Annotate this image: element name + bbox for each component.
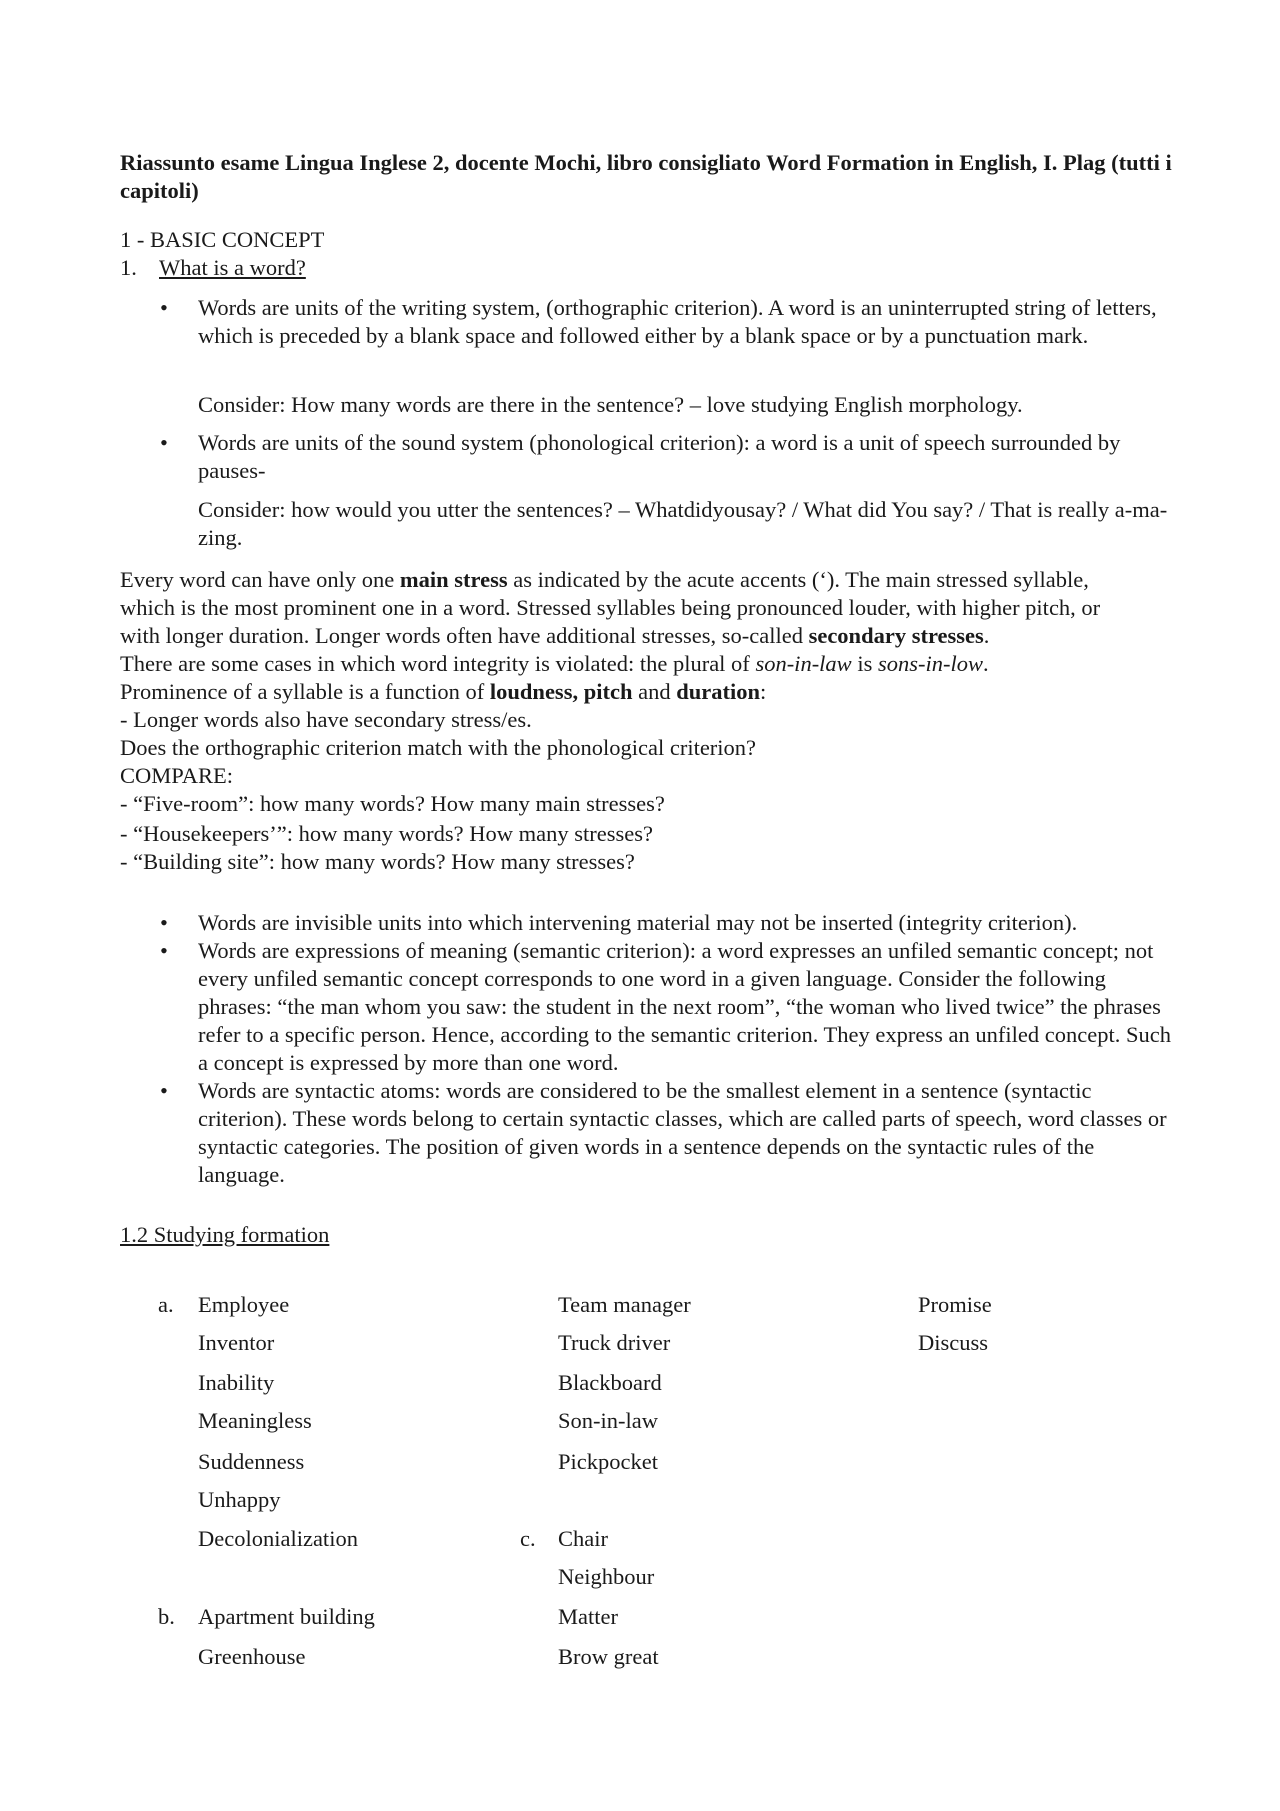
list-label-a: a. <box>158 1292 174 1317</box>
bold-text: secondary stresses <box>808 623 984 648</box>
text: with longer duration. Longer words often have additional stresses, so-called <box>120 623 809 648</box>
paragraph-line <box>120 566 1089 594</box>
bullet-icon: • <box>160 295 168 320</box>
text: is <box>851 651 878 676</box>
text: Every word can have only one <box>120 567 400 592</box>
bullet-syntactic: Words are syntactic atoms: words are considered to be the smallest element in a sentence (syntactic criterion). These words belong to certain syntactic classes, which are called parts of speech, word classes or syntactic categories. The position of given words in a sentence depends on the syntactic rules of the language. <box>198 1078 1167 1187</box>
bullet-icon: • <box>160 1078 168 1103</box>
bullet-icon: • <box>160 430 168 455</box>
bullet-orthographic: Words are units of the writing system, (orthographic criterion). A word is an uninterrupted string of letters, which is preceded by a blank space and followed either by a blank space or by a punctuation mark. <box>198 295 1157 348</box>
paragraph-line: - “Five-room”: how many words? How many main stresses? <box>120 791 665 816</box>
table-cell: Meaningless <box>198 1408 312 1433</box>
table-cell: Inability <box>198 1370 275 1395</box>
table-cell: Greenhouse <box>198 1644 306 1669</box>
consider-orthographic: Consider: How many words are there in the sentence? – love studying English morphology. <box>198 392 1023 417</box>
bullet-phonological: Words are units of the sound system (phonological criterion): a word is a unit of speech surrounded by pauses- <box>198 430 1121 483</box>
paragraph-line: Does the orthographic criterion match with the phonological criterion? <box>120 735 757 760</box>
text: Prominence of a syllable is a function of <box>120 679 490 704</box>
text: : <box>760 679 767 704</box>
table-cell: Apartment building <box>198 1604 375 1629</box>
text: . <box>982 651 989 676</box>
bullet-semantic: Words are expressions of meaning (semantic criterion): a word expresses an unfiled semantic concept; not every unfiled semantic concept corresponds to one word in a given language. Consider the following phrases: “the man whom you saw: the student in the next room”, “the woman who lived twice” the phrases refer to a specific person. Hence, according to the semantic criterion. They express an unfiled concept. Such a concept is expressed by more than one word. <box>198 938 1171 1075</box>
bold-text: main stress <box>399 567 508 592</box>
paragraph-line: which is the most prominent one in a word. Stressed syllables being pronounced louder, with higher pitch, or <box>120 595 1101 620</box>
table-cell: Neighbour <box>558 1564 655 1589</box>
bold-text: loudness, pitch <box>489 679 633 704</box>
paragraph-line <box>120 622 989 650</box>
table-cell: Matter <box>558 1604 618 1629</box>
table-cell: Promise <box>918 1292 992 1317</box>
table-cell: Suddenness <box>198 1449 305 1474</box>
italic-text: son-in-law <box>755 651 852 676</box>
paragraph-line: - Longer words also have secondary stress/es. <box>120 707 532 732</box>
section-heading-studying: 1.2 Studying formation <box>120 1222 330 1247</box>
italic-text: sons-in-low <box>877 651 983 676</box>
table-cell: Chair <box>558 1526 608 1551</box>
table-cell: Discuss <box>918 1330 989 1355</box>
bullet-icon: • <box>160 938 168 963</box>
table-cell: Pickpocket <box>558 1449 658 1474</box>
text: There are some cases in which word integrity is violated: the plural of <box>120 651 756 676</box>
list-label-b: b. <box>158 1604 175 1629</box>
table-cell: Blackboard <box>558 1370 662 1395</box>
document-title: Riassunto esame Lingua Inglese 2, docente Mochi, libro consigliato Word Formation in English, I. Plag (tutti i capitoli) <box>120 150 1172 203</box>
text: . <box>983 623 990 648</box>
paragraph-line: - “Building site”: how many words? How many stresses? <box>120 849 635 874</box>
table-cell: Employee <box>198 1292 290 1317</box>
item-title: What is a word? <box>159 255 306 280</box>
table-cell: Unhappy <box>198 1487 281 1512</box>
numbered-item <box>120 254 306 282</box>
section-heading: 1 - BASIC CONCEPT <box>120 227 325 252</box>
text: and <box>632 679 677 704</box>
paragraph-line <box>120 678 766 706</box>
paragraph-line: COMPARE: <box>120 763 233 788</box>
bullet-icon: • <box>160 910 168 935</box>
consider-phonological: Consider: how would you utter the sentences? – Whatdidyousay? / What did You say? / That is really a-ma-zing. <box>198 497 1168 550</box>
table-cell: Decolonialization <box>198 1526 358 1551</box>
paragraph-line: - “Housekeepers’”: how many words? How many stresses? <box>120 821 653 846</box>
bold-text: duration <box>676 679 760 704</box>
table-cell: Brow great <box>558 1644 659 1669</box>
text: as indicated by the acute accents (‘). The main stressed syllable, <box>507 567 1089 592</box>
table-cell: Truck driver <box>558 1330 671 1355</box>
table-cell: Inventor <box>198 1330 275 1355</box>
paragraph-line <box>120 650 989 678</box>
table-cell: Team manager <box>558 1292 691 1317</box>
item-number: 1. <box>120 255 137 280</box>
table-cell: Son-in-law <box>558 1408 658 1433</box>
bullet-integrity: Words are invisible units into which intervening material may not be inserted (integrity criterion). <box>198 910 1078 935</box>
list-label-c: c. <box>520 1526 536 1551</box>
